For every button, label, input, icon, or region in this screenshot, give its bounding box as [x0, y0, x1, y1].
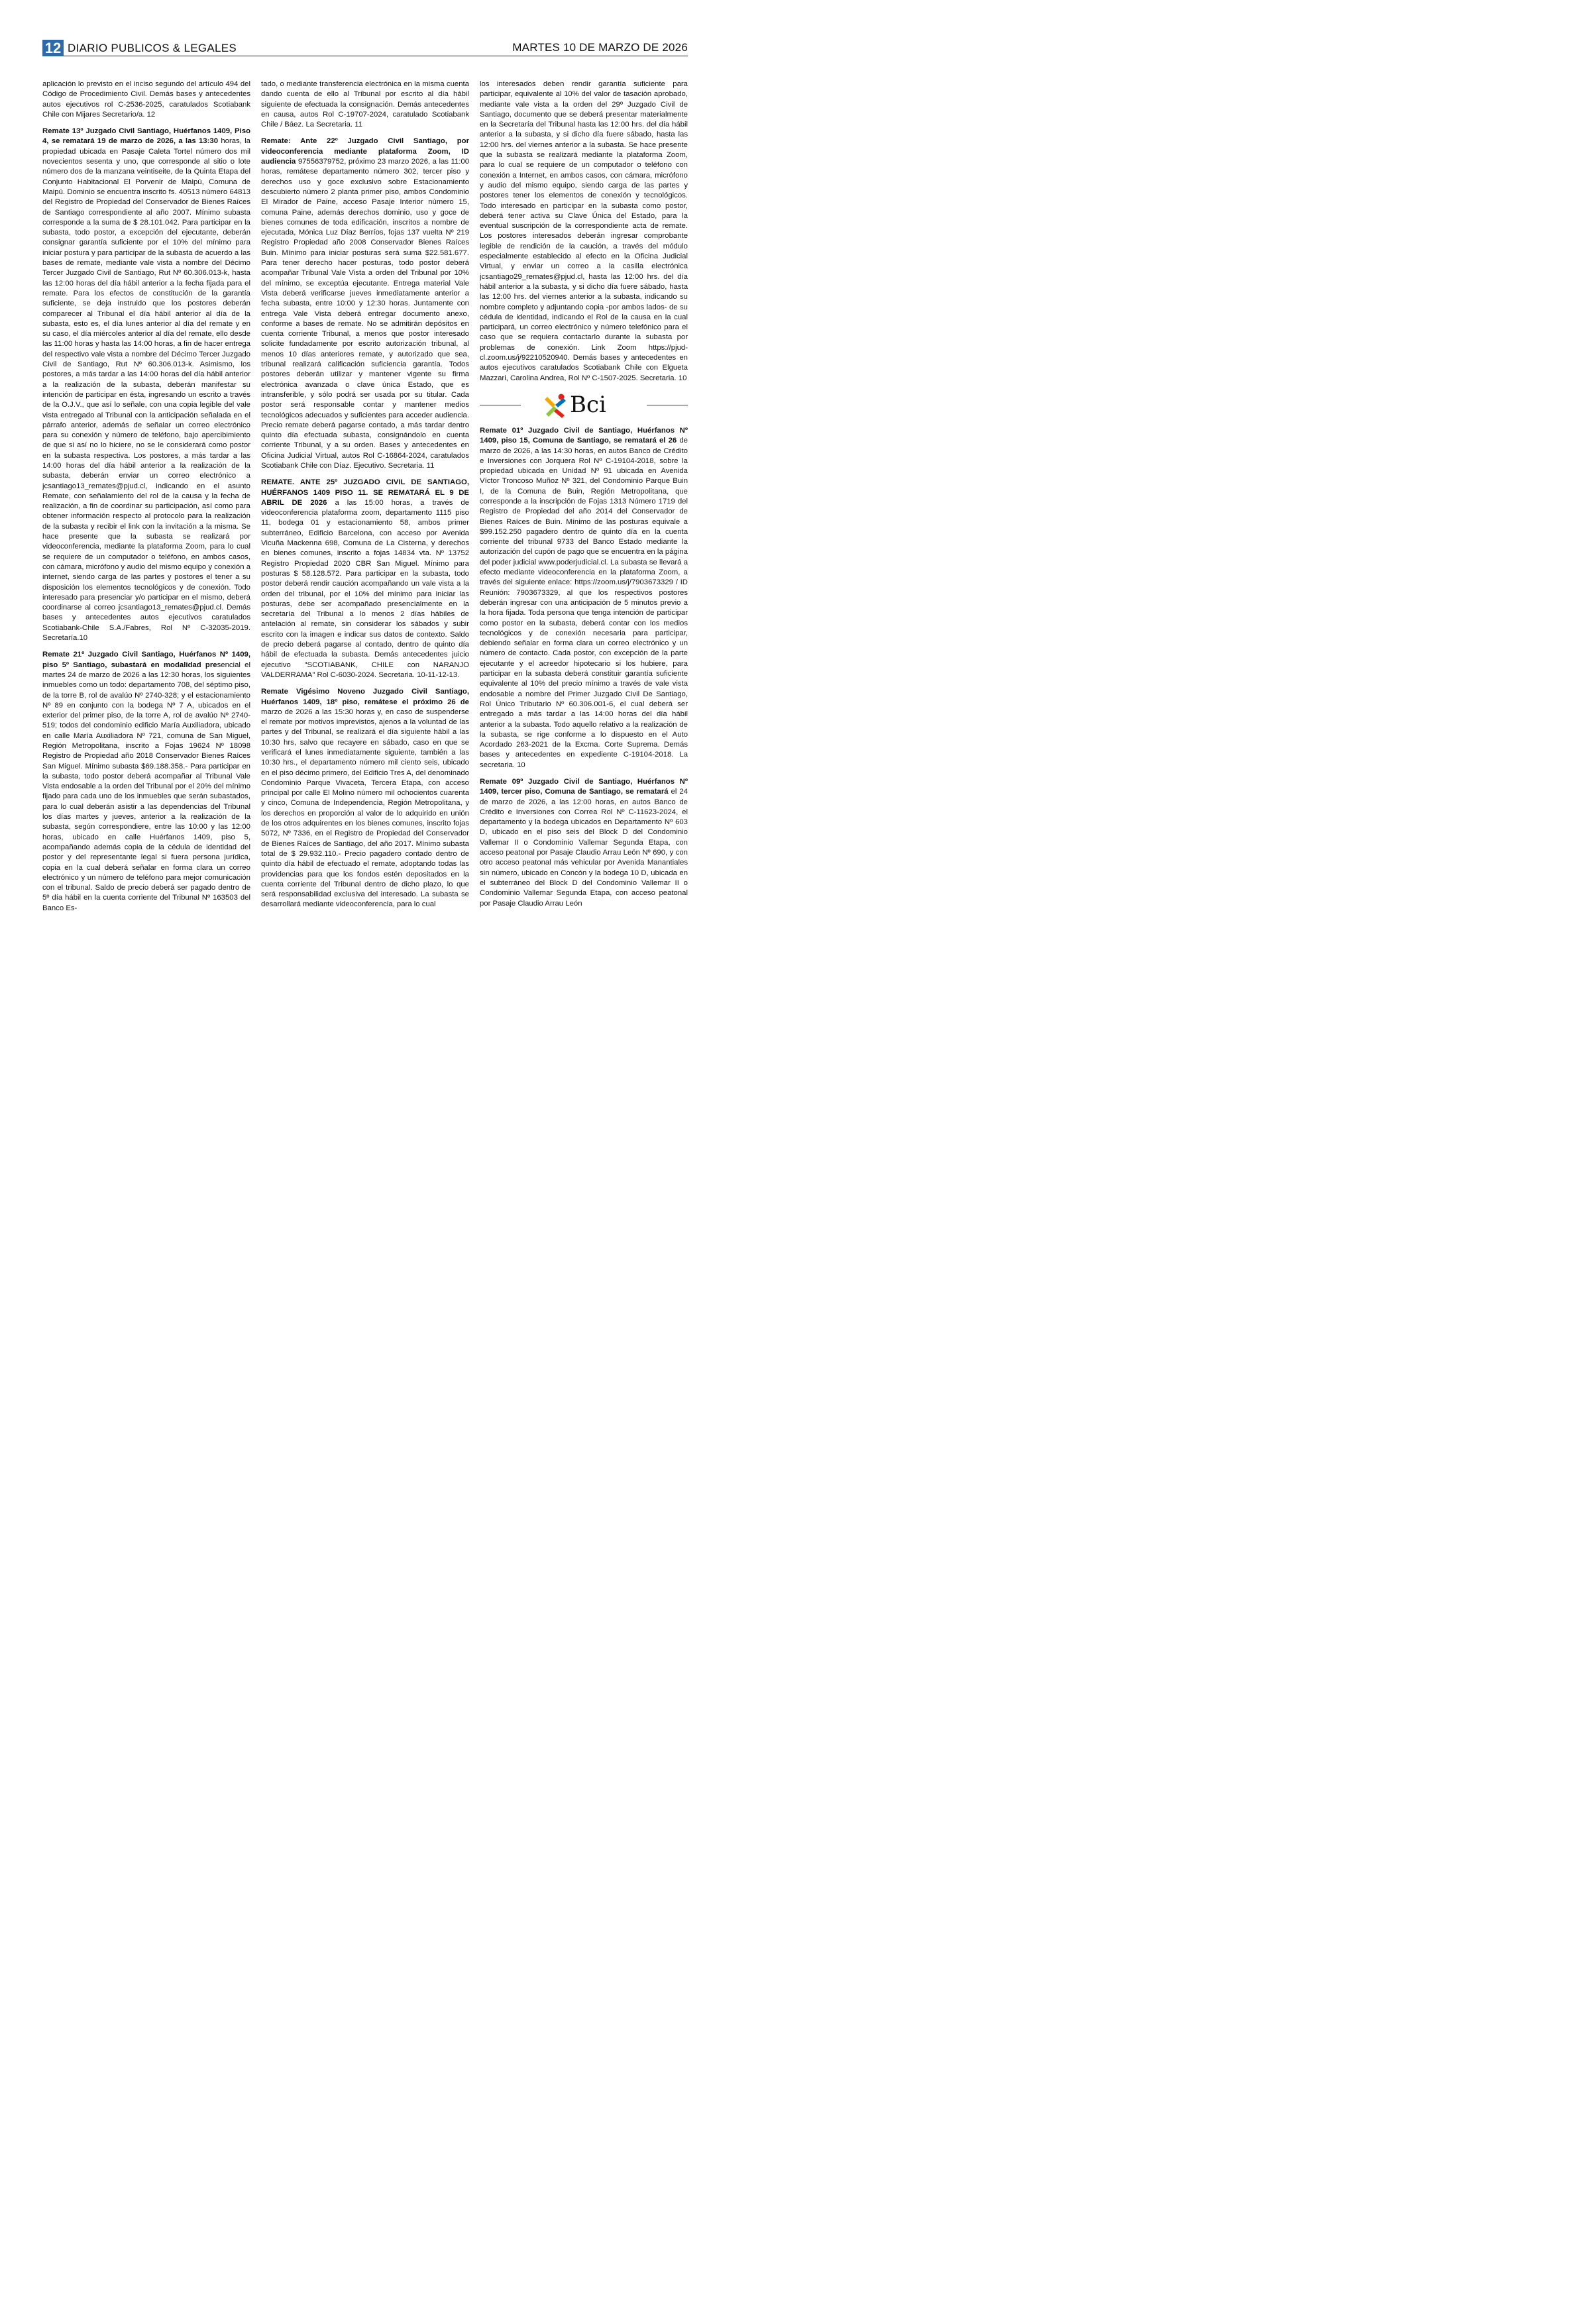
legal-notice [42, 650, 250, 914]
legal-notice [42, 79, 250, 120]
legal-notice [480, 777, 688, 909]
legal-notice [480, 79, 688, 384]
legal-notice [261, 79, 469, 130]
legal-notice [261, 136, 469, 471]
notice-heading: Remate 13º Juzgado Civil Santiago, Huérfanos 1409, Piso 4, se rematará 19 de marzo de 2026, a las 13:30 [42, 127, 250, 146]
newspaper-title: DIARIO PUBLICOS & LEGALES [68, 42, 237, 54]
right-top-notices [480, 79, 688, 384]
notice-body: sencial el martes 24 de marzo de 2026 a las 12:30 horas, los siguientes inmuebles como un todo: departamento 708, del séptimo piso, de la torre B, rol de avalúo Nº 2740-328; y el estacionamiento Nº 89 en conjunto con la bodega Nº 7 A, ubicados en el exterior del primer piso, de la torre A, rol de avalúo Nº 2740-519; todos del condominio edificio María Auxiliadora, ubicado en calle María Auxiliadora Nº 721, comuna de San Miguel, Región Metropolitana, inscrito a Fojas 19624 Nº 18098 Registro de Propiedad año 2018 Conservador Bienes Raíces San Miguel. Mínimo subasta $69.188.358.- Para participar en la subasta, todo postor deberá acompañar al Tribunal Vale Vista endosable a la orden del Tribunal por el 20% del mínimo fijado para cada uno de los inmuebles que serán subastados, para lo cual deberán asistir a las dependencias del Tribunal los días martes y jueves, anterior a la realización de la subasta, según correspondiere, entre las 10:00 y las 12:00 horas, ubicado en calle Huérfanos 1409, piso 5, acompañando además copia de la cédula de identidad del postor y del representante legal si fuera persona jurídica, copia en la cual deberá señalar en forma clara un correo electrónico y un número de teléfono para mejor comunicación con el tribunal. Saldo de precio deberá ser pagado dentro de 5º día hábil en la cuenta corriente del Tribunal Nº 163503 del Banco Es- [42, 660, 250, 912]
notice-body: a las 15:00 horas, a través de videoconferencia plataforma zoom, departamento 1115 piso 11, bodega 01 y estacionamiento 58, ambos primer subterráneo, Edificio Barcelona, con acceso por Avenida Vicuña Mackenna 698, Comuna de La Cisterna, y derechos en bienes comunes, inscrito a fojas 14834 vta. Nº 13752 Registro Propiedad 2020 CBR San Miguel. Mínimo para posturas $ 58.128.572. Para participar en la subasta, todo postor deberá rendir caución acompañando un vale vista a la orden del tribunal, por el 10% del mínimo para iniciar las posturas, debe ser acompañado presencialmente en la secretaría del Tribunal a lo menos 2 días hábiles de antelación al remate, sin considerar los sábados y subir escrito con la imagen e indicar sus datos de contexto. Saldo de precio deberá pagarse al contado, dentro de quinto día hábil de efectuada la subasta. Demás antecedentes juicio ejecutivo "SCOTIABANK, CHILE con NARANJO VALDERRAMA" Rol C-6030-2024. Secretaria. 10-11-12-13. [261, 498, 469, 679]
column-left [42, 79, 250, 1010]
bci-logo [543, 392, 623, 418]
notice-body: 97556379752, próximo 23 marzo 2026, a las 11:00 horas, remátese departamento número 302, tercer piso y derechos uso y goce exclusivo sobre Estacionamiento descubierto número 2 planta primer piso, ambos Condominio El Mirador de Paine, acceso Pasaje Interior número 15, comuna Paine, además derechos dominio, uso y goce de bienes comunes de toda edificación, inscritos a nombre de ejecutada, Mónica Luz Díaz Berríos, fojas 137 vuelta Nº 219 Registro Propiedad año 2008 Conservador Bienes Raíces Buin. Mínimo para iniciar posturas será suma $22.581.677. Para tener derecho hacer posturas, todo postor deberá acompañar Tribunal Vale Vista a orden del Tribunal por 10% del mínimo, se exceptúa ejecutante. Entrega material Vale Vista deberá verificarse jueves inmediatamente anterior a fecha subasta, entre 10:00 y 12:30 horas. Juntamente con entrega Vale Vista deberá entregar documento anexo, conforme a bases de remate. No se admitirán depósitos en cuenta corriente Tribunal, a menos que postor interesado solicite fundadamente por escrito autorización tribunal, al menos 10 días anteriores remate, y autorizado que sea, tribunal realizará calificación suficiencia garantía. Todos postores deberán utilizar y mantener vigente su firma electrónica avanzada o clave única Estado, que es intransferible, y sólo podrá ser usada por su titular. Cada postor será responsable contar y mantener medios tecnológicos adecuados y suficientes para acceder audiencia. Precio remate deberá pagarse contado, a más tardar dentro quinto día efectuada subasta, consignándolo en cuenta corriente Tribunal, y a su orden. Bases y antecedentes en Oficina Judicial Virtual, autos Rol C-16864-2024, caratulados Scotiabank Chile con Díaz. Ejecutivo. Secretaria. 11 [261, 158, 469, 470]
notice-heading: Remate 09º Juzgado Civil de Santiago, Huérfanos Nº 1409, tercer piso, Comuna de Santiago, se rematará [480, 778, 688, 796]
notice-body: tado, o mediante transferencia electrónica en la misma cuenta dando cuenta de ello al Tribunal por escrito al día hábil siguiente de efectuada la consignación. Demás antecedentes en causa, autos Rol C-19707-2024, caratulado Scotiabank Chile / Báez. La Secretaria. 11 [261, 80, 469, 129]
page-header [42, 40, 688, 56]
notice-body: los interesados deben rendir garantía suficiente para participar, equivalente al 10% del valor de tasación aprobado, mediante vale vista a la orden del 29º Juzgado Civil de Santiago, documento que se deberá presentar materialmente en la Secretaría del Tribunal hasta las 12:00 hrs. del día hábil anterior a la subasta, y si dicho día fuere sábado, hasta las 12:00 hrs. del viernes anterior a la subasta. Se hace presente que la subasta se realizará mediante la plataforma Zoom, para lo cual se requiere de un computador o teléfono con conexión a Internet, en ambos casos, con cámara, micrófono y audio del mismo equipo, siendo carga de las partes y postores tener los elementos de conexión y tecnológicos. Todo interesado en participar en la subasta como postor, deberá tener activa su Clave Única del Estado, para la eventual suscripción de la correspondiente acta de remate. Los postores interesados deberán ingresar comprobante legible de rendición de la caución, a través del módulo especialmente establecido al efecto en la Oficina Judicial Virtual, y enviar un correo a la casilla electrónica jcsantiago29_remates@pjud.cl, hasta las 12:00 hrs. del día hábil anterior a la subasta, y si dicho día fuere sábado, hasta las 12:00 hrs. del viernes anterior a la subasta, indicando su nombre completo y adjuntando copia -por ambos lados- de su cédula de identidad, indicando el Rol de la causa en la cual participará, un correo electrónico y número telefónico para el caso que se requiera contactarlo durante la subasta por problemas de conexión. Link Zoom https://pjud-cl.zoom.us/j/92210520940. Demás bases y antecedentes en autos ejecutivos caratulados Scotiabank Chile con Elgueta Mazzari, Carolina Andrea, Rol Nº C-1507-2025. Secretaria. 10 [480, 80, 688, 382]
legal-notice [261, 478, 469, 680]
notice-heading: REMATE. ANTE 25º JUZGADO CIVIL DE SANTIAGO, HUÉRFANOS 1409 PISO 11. SE REMATARÁ EL 9 DE ABRIL DE 2026 [261, 478, 469, 507]
right-bottom-notices [480, 426, 688, 909]
notice-body: el 24 de marzo de 2026, a las 12:00 horas, en autos Banco de Crédito e Inversiones con Correa Rol Nº C-11623-2024, el departamento y la bodega ubicados en Departamento Nº 603 D, ubicado en el piso seis del Block D del Condominio Vallemar II o Condominio Vallemar Segunda Etapa, con acceso peatonal por Pasaje Claudio Arrau León Nº 690, y con otro acceso peatonal más vehicular por Avenida Manantiales sin número, ubicado en Concón y la bodega 10 D, ubicada en el subterráneo del Block D del Condominio Vallemar II o Condominio Vallemar Segunda Etapa, con acceso peatonal por Pasaje Claudio Arrau León [480, 788, 688, 908]
legal-notice [261, 687, 469, 910]
issue-date: MARTES 10 DE MARZO DE 2026 [512, 41, 688, 54]
notice-body: marzo de 2026 a las 15:30 horas y, en caso de suspenderse el remate por motivos imprevistos, ajenos a la voluntad de las partes y del Tribunal, se realizará el día siguiente hábil a las 10:30 hrs, salvo que recayere en sábado, caso en que se verificará el lunes inmediatamente siguiente, también a las 10:30 hrs., el departamento número mil ciento seis, ubicado en el piso décimo primero, del Edificio Tres A, del denominado Condominio Parque Vivaceta, Tercera Etapa, con acceso principal por calle El Molino número mil ochocientos cuarenta y cinco, Comuna de Independencia, Región Metropolitana, y los derechos en proporción al valor de lo adquirido en unión de los otros adquirentes en los bienes comunes, inscrito fojas 5072, Nº 7336, en el Registro de Propiedad del Conservador de Bienes Raíces de Santiago, del año 2017. Mínimo subasta total de $ 29.932.110.- Precio pagadero contado dentro de quinto día hábil de efectuado el remate, adoptando todas las providencias para que los fondos estén depositados en la cuenta corriente del Tribunal dentro de dicho plazo, lo que será responsabilidad exclusiva del interesado. La subasta se desarrollará mediante videoconferencia, para lo cual [261, 708, 469, 909]
notice-body: de marzo de 2026, a las 14:30 horas, en autos Banco de Crédito e Inversiones con Jorquera Rol Nº C-19104-2018, sobre la propiedad ubicada en Unidad Nº 91 ubicada en Avenida Víctor Troncoso Muñoz Nº 321, del Condominio Parque Buin I, de la Comuna de Buin, Región Metropolitana, que corresponde a la inscripción de Fojas 1313 Número 1719 del Registro de Propiedad del año 2014 del Conservador de Bienes Raíces de Buin. Mínimo de las posturas equivale a $99.152.250 pagadero dentro de quinto día en la cuenta corriente del tribunal 9733 del Banco Estado mediante la autorización del cupón de pago que se encuentra en la página del poder judicial www.poderjudicial.cl. La subasta se llevará a efecto mediante videoconferencia en la plataforma Zoom, a través del siguiente enlace: https://zoom.us/j/7903673329 / ID Reunión: 7903673329, al que los respectivos postores deberán ingresar con una anticipación de 5 minutos previo a la hora fijada. Toda persona que tenga intención de participar como postor en la subasta, deberá contar con los medios tecnológicos y de conexión necesaria para participar, debiendo señalar en forma clara un correo electrónico y un número de contacto. Cada postor, con excepción de la parte ejecutante y el acreedor hipotecario si los hubiere, para participar en la subasta deberá constituir garantía suficiente equivalente al 10% del precio mínimo a través de vale vista endosable a nombre del Primer Juzgado Civil De Santiago, Rol Único Tributario Nº 60.306.001-6, el cual deberá ser entregado a más tardar a las 14:00 horas del día hábil anterior a la subasta. Todo aquello relativo a la realización de la subasta, se rige conforme a lo dispuesto en el Auto Acordado 263-2021 de la Excma. Corte Suprema. Demás bases y antecedentes en expediente C-19104-2018. La secretaria. 10 [480, 437, 688, 769]
notice-body: aplicación lo previsto en el inciso segundo del artículo 494 del Código de Procedimiento Civil. Demás bases y antecedentes autos ejecutivos rol C-2536-2025, caratulados Scotiabank Chile con Mijares Secretario/a. 12 [42, 80, 250, 119]
bci-divider [480, 390, 688, 419]
notice-heading: Remate: Ante 22º Juzgado Civil Santiago, por videoconferencia mediante plataforma Zoom, ID audiencia [261, 137, 469, 166]
bci-logo-mark-icon [543, 393, 570, 418]
legal-notice [480, 426, 688, 770]
notice-heading: Remate 21º Juzgado Civil Santiago, Huérfanos Nº 1409, piso 5º Santiago, subastará en modalidad pre [42, 651, 250, 669]
legal-notice [42, 127, 250, 643]
page-number: 12 [42, 40, 64, 56]
notice-heading: Remate Vigésimo Noveno Juzgado Civil Santiago, Huérfanos 1409, 18º piso, remátese el próximo 26 de [261, 688, 469, 706]
newspaper-page [0, 0, 720, 1018]
notice-heading: Remate 01º Juzgado Civil de Santiago, Huérfanos Nº 1409, piso 15, Comuna de Santiago, se rematará el 26 [480, 426, 688, 445]
bci-logo-text: Bci [570, 391, 606, 418]
column-middle [261, 79, 469, 1010]
column-right [480, 79, 688, 1010]
notice-body: horas, la propiedad ubicada en Pasaje Caleta Tortel número dos mil novecientos sesenta y uno, que corresponde al sitio o lote número dos de la manzana veintiseite, de la Quinta Etapa del Conjunto Habitacional El Porvenir de Maipú, Comuna de Maipú. Dominio se encuentra inscrito fs. 40513 número 64813 del Registro de Propiedad del Conservador de Bienes Raíces de Santiago correspondiente al año 2007. Mínimo subasta corresponde a la suma de $ 28.101.042. Para participar en la subasta, todo postor, a excepción del ejecutante, deberán consignar garantía suficiente por el 10% del mínimo para iniciar postura y para participar de la subasta de acuerdo a las bases de remate, mediante vale vista a nombre del Décimo Tercer Juzgado Civil de Santiago, Rut Nº 60.306.013-k, hasta las 12:00 horas del día hábil anterior a la fecha fijada para el remate. Para los efectos de constitución de la garantía suficiente, se deja instruido que los postores deberán comparecer al Tribunal el día hábil anterior al día de la subasta, esto es, el día lunes anterior al día del remate y en su caso, el día miércoles anterior al día del remate, ello desde las 11:00 horas y hasta las 14:00 horas, a fin de hacer entrega del respectivo vale vista a nombre del Décimo Tercer Juzgado Civil de Santiago, Rut Nº 60.306.013-k. Asimismo, los postores, a más tardar a las 14:00 horas del día hábil anterior a la realización de la subasta, deberán manifestar su intención de participar en ésta, ingresando un escrito a través de la O.J.V., que así lo señale, con una copia legible del vale vista entregado al Tribunal con la anticipación señalada en el párrafo anterior, además de señalar un correo electrónico para su conexión y número de teléfono, bajo apercibimiento de que si así no lo hiciere, no se le considerará como postor en la subasta respectiva. Los postores, a más tardar a las 14:00 horas del día hábil anterior a la realización de la subasta, deberán enviar un correo electrónico a jcsantiago13_remates@pjud.cl, indicando en el asunto Remate, con señalamiento del rol de la causa y la fecha de realización, a fin de coordinar su participación, así como para obtener información respecto al protocolo para la realización de la subasta y recibir el link con la invitación a la misma. Se hace presente que la subasta se realizará por videoconferencia, mediante la plataforma Zoom, para lo cual se requiere de un computador o teléfono, en ambos casos, con cámara, micrófono y audio del mismo equipo y conexión a internet, siendo carga de las partes y postores el tener a su disposición los elementos tecnológicos y de conexión. Todo interesado para presenciar y/o participar en el mismo, deberá coordinarse al correo jcsantiago13_remates@pjud.cl. Demás bases y antecedentes autos ejecutivos caratulados Scotiabank-Chile S.A./Fabres, Rol Nº C-32035-2019. Secretaría.10 [42, 137, 250, 643]
